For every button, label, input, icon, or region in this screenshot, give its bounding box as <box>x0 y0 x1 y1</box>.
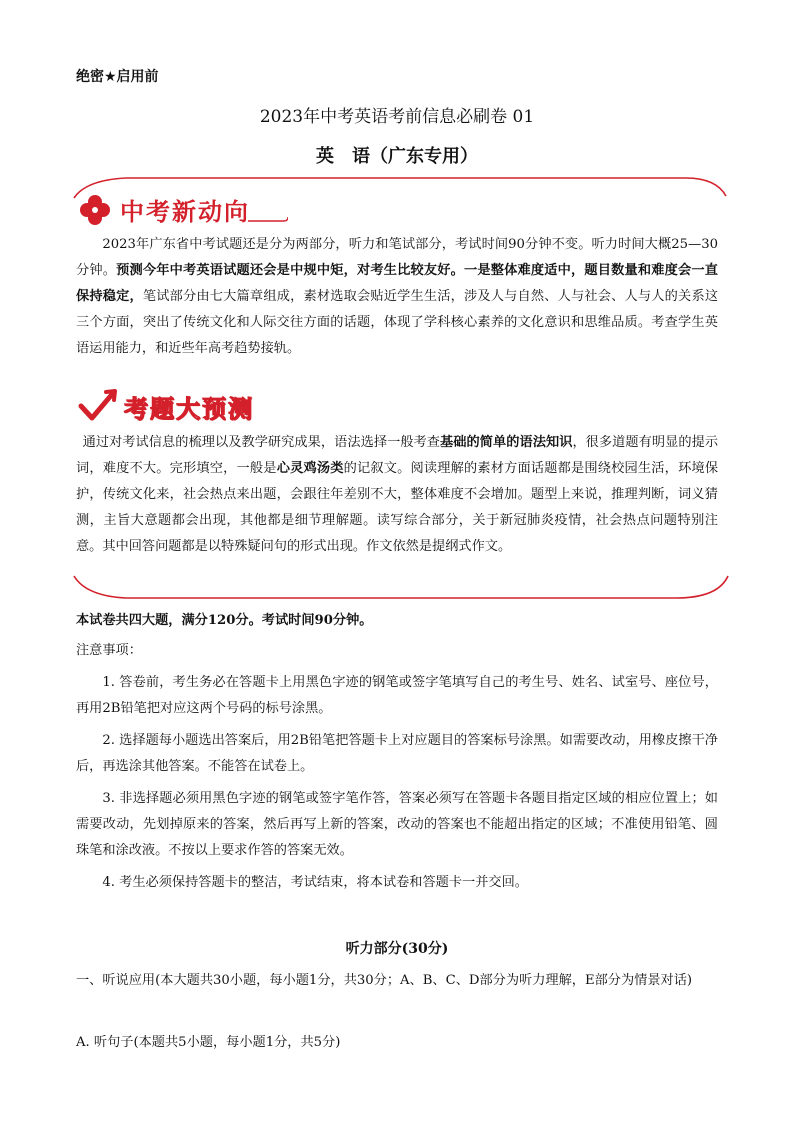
trends-text-1: 2023年广东省中考试题还是分为两部分，听力和笔试部分，考试时间90分钟不变。听力时间大概25—30分钟。 <box>76 237 718 278</box>
trends-text-2: 笔试部分由七大篇章组成，素材选取会贴近学生生活，涉及人与自然、人与社会、人与人的关系这三个方面，突出了传统文化和人际交往方面的话题，体现了学科核心素养的文化意识和思维品质。考查学生英语运用能力，和近些年高考趋势接轨。 <box>76 289 719 356</box>
forecast-text-bold-2: 心灵鸡汤类 <box>276 461 344 476</box>
forecast-text-a: 通过对考试信息的梳理以及教学研究成果，语法选择一般考查 <box>82 435 441 450</box>
confidential-mark: 绝密★启用前 <box>76 69 159 85</box>
trends-heading <box>78 192 288 227</box>
listening-part-a: A. 听句子(本题共5小题，每小题1分，共5分) <box>76 1035 341 1050</box>
listening-section-1: 一、听说应用(本大题共30小题，每小题1分，共30分；A、B、C、D部分为听力理解，E部分为情景对话) <box>76 973 693 988</box>
trends-paragraph <box>76 232 718 362</box>
heading-underline <box>248 195 288 225</box>
forecast-paragraph <box>76 430 718 560</box>
note-item-4: 4. 考生必须保持答题卡的整洁，考试结束，将本试卷和答题卡一并交回。 <box>102 875 528 890</box>
forecast-text-bold-1: 基础的简单的语法知识 <box>440 435 573 450</box>
forecast-text-c: ，很多道题有明显的提示词，难度不大。完形填空，一般是 <box>76 435 719 476</box>
page-subtitle: 英 语（广东专用） <box>316 146 478 167</box>
forecast-label: 考题大预测 <box>124 394 254 423</box>
exam-summary: 本试卷共四大题，满分120分。考试时间90分钟。 <box>76 613 373 628</box>
page-title: 2023年中考英语考前信息必刷卷 01 <box>259 107 535 127</box>
instructions <box>76 608 718 902</box>
listening-heading: 听力部分(30分) <box>345 941 449 957</box>
notes-heading: 注意事项： <box>76 643 142 658</box>
note-item-3: 3. 非选择题必须用黑色字迹的钢笔或签字笔作答，答案必须写在答题卡各题目指定区域的相应位置上；如需要改动，先划掉原来的答案，然后再写上新的答案，改动的答案也不能超出指定的区域；不准使用铅笔、圆珠笔和涂改液。不按以上要求作答的答案无效。 <box>76 791 718 858</box>
forecast-heading <box>78 388 254 424</box>
flower-icon <box>78 193 112 227</box>
trends-label: 中考新动向 <box>120 198 250 226</box>
forecast-text-e: 的记叙文。阅读理解的素材方面话题都是围绕校园生活，环境保护，传统文化来，社会热点来出题，会跟往年差别不大，整体难度不会增加。题型上来说，推理判断，词义猜测，主旨大意题都会出现，其他都是细节理解题。读写综合部分，关于新冠肺炎疫情，社会热点问题特别注意。其中回答问题都是以特殊疑问句的形式出现。作文依然是提纲式作文。 <box>76 461 719 554</box>
check-arrow-icon <box>78 388 118 424</box>
note-item-2: 2. 选择题每小题选出答案后，用2B铅笔把答题卡上对应题目的答案标号涂黑。如需要改动，用橡皮擦干净后，再选涂其他答案。不能答在试卷上。 <box>76 733 718 774</box>
trends-text-bold: 预测今年中考英语试题还会是中规中矩，对考生比较友好。一是整体难度适中，题目数量和难度会一直保持稳定， <box>76 263 718 304</box>
note-item-1: 1. 答卷前，考生务必在答题卡上用黑色字迹的钢笔或签字笔填写自己的考生号、姓名、试室号、座位号，再用2B铅笔把对应这两个号码的标号涂黑。 <box>76 675 718 716</box>
